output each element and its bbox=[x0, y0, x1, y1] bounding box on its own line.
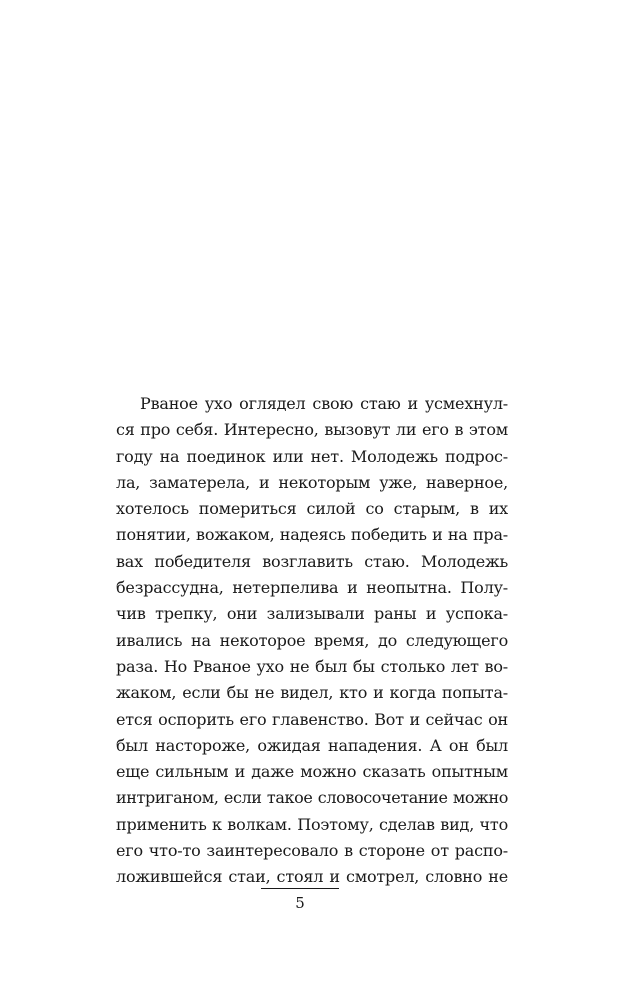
text-line-12: жаком, если бы не видел, кто и когда попыта- bbox=[116, 683, 508, 703]
text-line-3: году на поединок или нет. Молодежь подрос- bbox=[116, 446, 508, 466]
text-line-16: интриганом, если такое словосочетание можно bbox=[116, 788, 508, 808]
text-line-5: хотелось помериться силой со старым, в их bbox=[116, 499, 508, 519]
text-line-2: ся про себя. Интересно, вызовут ли его в этом bbox=[116, 420, 508, 440]
body-paragraph bbox=[116, 391, 508, 891]
text-line-6: понятии, вожаком, надеясь победить и на пра- bbox=[116, 525, 508, 545]
text-line-10: ивались на некоторое время, до следующего bbox=[116, 630, 508, 650]
text-line-7: вах победителя возглавить стаю. Молодежь bbox=[116, 551, 508, 571]
text-line-13: ется оспорить его главенство. Вот и сейчас он bbox=[116, 709, 508, 729]
text-line-9: чив трепку, они зализывали раны и успока- bbox=[116, 604, 508, 624]
text-line-15: еще сильным и даже можно сказать опытным bbox=[116, 762, 508, 782]
footer-rule bbox=[261, 888, 339, 889]
text-line-4: ла, заматерела, и некоторым уже, наверное, bbox=[116, 472, 508, 492]
text-line-1: Рваное ухо оглядел свою стаю и усмехнул- bbox=[140, 394, 508, 413]
text-line-14: был настороже, ожидая нападения. А он был bbox=[116, 735, 508, 755]
text-line-18: его что-то заинтересовало в стороне от распо- bbox=[116, 841, 508, 861]
text-line-19: ложившейся стаи, стоял и смотрел, словно не bbox=[116, 867, 508, 887]
text-line-11: раза. Но Рваное ухо не был бы столько лет во- bbox=[116, 656, 508, 676]
page-number: 5 bbox=[295, 894, 305, 912]
text-line-8: безрассудна, нетерпелива и неопытна. Полу- bbox=[116, 578, 508, 598]
text-line-17: применить к волкам. Поэтому, сделав вид, что bbox=[116, 814, 508, 834]
